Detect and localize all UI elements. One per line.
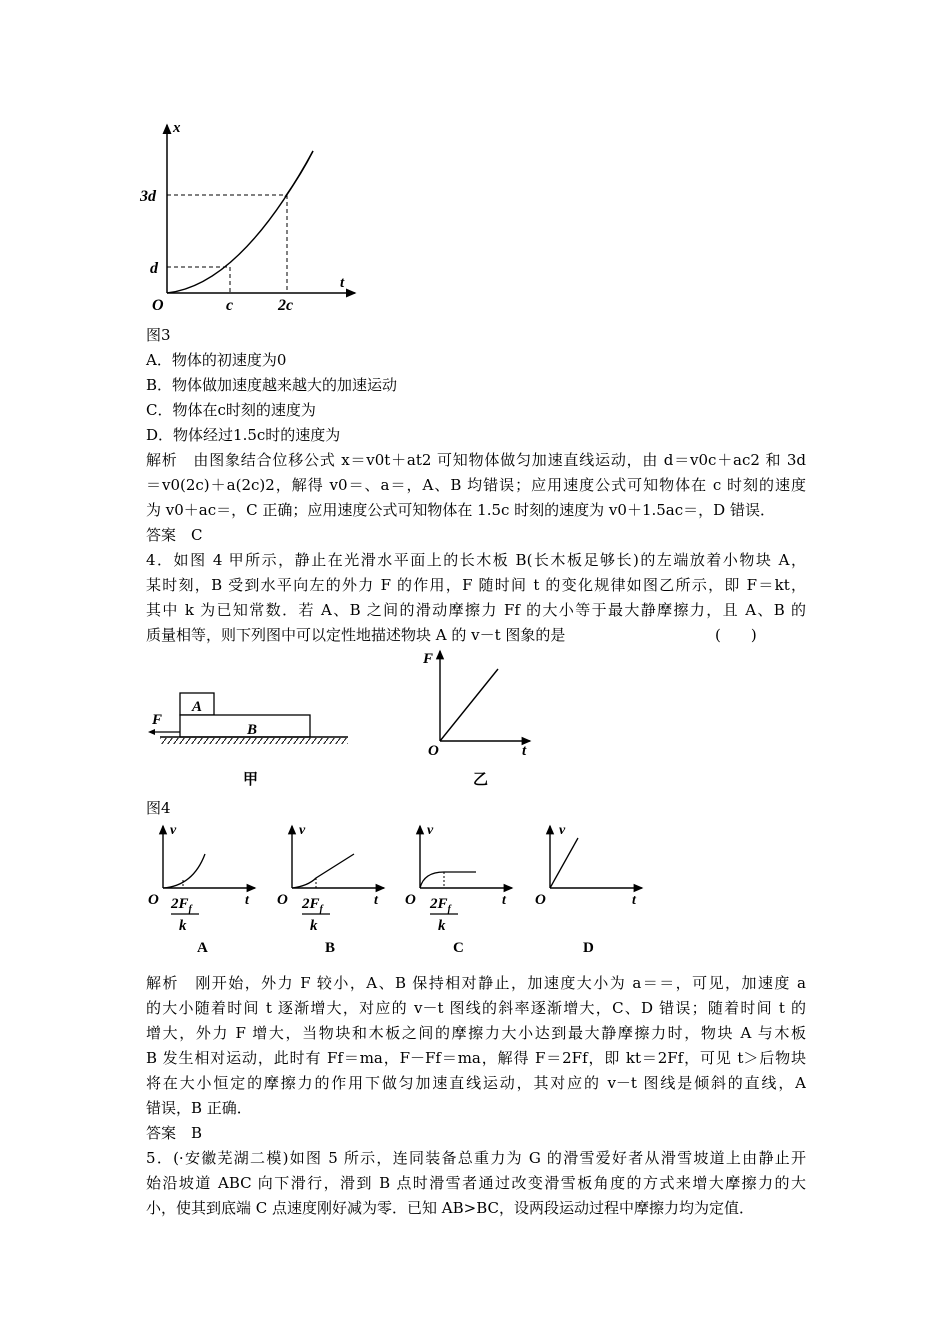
b-origin: O	[277, 892, 288, 908]
c-choice-label: C	[453, 940, 464, 956]
option-d: D．物体经过1.5c时的速度为	[146, 426, 341, 444]
q3-analysis-line-2: ＝v0(2c)＋a(2c)2，解得 v0＝、a＝，A、B 均错误；应用速度公式可知物体在 c 时刻的速度	[146, 476, 806, 494]
b-curve	[292, 854, 354, 888]
q4-analysis-line-5: 将在大小恒定的摩擦力的作用下做匀加速直线运动，其对应的 v－t 图线是倾斜的直线，A	[146, 1074, 806, 1092]
c-v-label: v	[427, 823, 434, 838]
figure3-caption: 图3	[146, 326, 171, 344]
d-choice-label: D	[583, 940, 594, 956]
b-tick-num: $2F_f$	[302, 896, 323, 915]
q4-analysis-line-6: 错误，B 正确．	[146, 1099, 252, 1117]
yi-label: 乙	[473, 770, 489, 788]
q4-stem-line-2: 某时刻，B 受到水平向左的外力 F 的作用，F 随时间 t 的变化规律如图乙所示，即 F＝kt，	[146, 576, 806, 594]
block-a-label: A	[192, 699, 203, 715]
q4-analysis-line-4: B 发生相对运动，此时有 Ff＝ma，F－Ff＝ma，解得 F＝2Ff，即 kt＝2Ff，可见 t＞后物块	[146, 1049, 806, 1067]
d-line	[550, 838, 578, 888]
q4-analysis-line-3: 增大，外力 F 增大，当物块和木板之间的摩擦力大小达到最大静摩擦力时，物块 A 与木板	[146, 1024, 806, 1042]
c-t-label: t	[502, 893, 506, 908]
q4-analysis-line-1: 解析 刚开始，外力 F 较小，A、B 保持相对静止，加速度大小为 a＝＝，可见，加速度 a	[146, 974, 806, 992]
q3-analysis-line-3: 为 v0＋ac＝，C 正确；应用速度公式可知物体在 1.5c 时刻的速度为 v0＋1.5ac＝，D 错误．	[146, 501, 775, 519]
force-label: F	[152, 712, 163, 728]
b-v-label: v	[299, 823, 306, 838]
origin-label: O	[152, 297, 164, 314]
a-origin: O	[148, 892, 159, 908]
tick-c-label: c	[226, 297, 234, 314]
choice-graph-b	[272, 820, 397, 960]
q5-stem-line-3: 小，使其到底端 C 点速度刚好减为零．已知 AB>BC，设两段运动过程中摩擦力均为定值．	[146, 1199, 754, 1217]
figure3-graph	[130, 115, 370, 315]
c-origin: O	[405, 892, 416, 908]
ground-hatch	[160, 738, 348, 744]
q4-analysis-line-2: 的大小随着时间 t 逐渐增大，对应的 v－t 图线的斜率逐渐增大，C、D 错误；随着时间 t 的	[146, 999, 806, 1017]
q4-answer: 答案 B	[146, 1124, 203, 1142]
a-curve	[163, 854, 205, 888]
option-c: C．物体在c时刻的速度为	[146, 401, 316, 419]
c-tick-den: k	[438, 918, 446, 934]
a-tick-den: k	[179, 918, 187, 934]
choice-graph-a	[143, 820, 268, 960]
option-b: B．物体做加速度越来越大的加速运动	[146, 376, 398, 394]
jia-label: 甲	[243, 770, 259, 788]
figure4-yi	[418, 645, 538, 760]
b-t-label: t	[374, 893, 378, 908]
d-t-label: t	[632, 893, 636, 908]
q3-analysis-line-1: 解析 由图象结合位移公式 x＝v0t＋at2 可知物体做匀加速直线运动，由 d＝v0c＋ac2 和 3d	[146, 451, 806, 469]
c-curve	[420, 872, 476, 888]
tick-3d-label: 3d	[140, 188, 156, 205]
tick-2c-label: 2c	[278, 297, 294, 314]
q4-stem-line-3: 其中 k 为已知常数．若 A、B 之间的滑动摩擦力 Ff 的大小等于最大静摩擦力，且 A、B 的	[146, 601, 806, 619]
block-b-label: B	[247, 722, 258, 738]
parabola-curve	[167, 151, 313, 293]
block-b	[180, 715, 310, 737]
answer-paren: ( )	[715, 626, 757, 644]
yi-f-label: F	[423, 651, 434, 667]
q4-stem-line-1: 4．如图 4 甲所示，静止在光滑水平面上的长木板 B(长木板足够长)的左端放着小物块 A，	[146, 551, 806, 569]
d-v-label: v	[559, 823, 566, 838]
q5-stem-line-1: 5．(·安徽芜湖二模)如图 5 所示，连同装备总重力为 G 的滑雪爱好者从滑雪坡道上由静止开	[146, 1149, 806, 1167]
axis-t-label: t	[340, 275, 345, 291]
option-a: A．物体的初速度为0	[146, 351, 287, 369]
yi-t-label: t	[522, 743, 527, 759]
c-tick-num: $2F_f$	[430, 896, 451, 915]
force-arrowhead	[148, 729, 155, 735]
choice-graph-d	[530, 820, 655, 960]
yi-line	[440, 669, 498, 741]
q3-answer: 答案 C	[146, 526, 203, 544]
tick-d-label: d	[150, 260, 158, 277]
figure4-caption: 图4	[146, 799, 171, 817]
axis-x-label: x	[173, 120, 181, 136]
parabola-extension	[285, 151, 313, 197]
b-choice-label: B	[325, 940, 336, 956]
a-t-label: t	[245, 893, 249, 908]
q4-stem-line-4: 质量相等，则下列图中可以定性地描述物块 A 的 v－t 图象的是	[146, 626, 566, 644]
a-choice-label: A	[197, 940, 208, 956]
a-tick-num: $2F_f$	[171, 896, 192, 915]
d-origin: O	[535, 892, 546, 908]
choice-graph-c	[400, 820, 525, 960]
yi-origin: O	[428, 743, 439, 759]
b-tick-den: k	[310, 918, 318, 934]
a-v-label: v	[170, 823, 177, 838]
q5-stem-line-2: 始沿坡道 ABC 向下滑行，滑到 B 点时滑雪者通过改变滑雪板角度的方式来增大摩擦力的大	[146, 1174, 806, 1192]
